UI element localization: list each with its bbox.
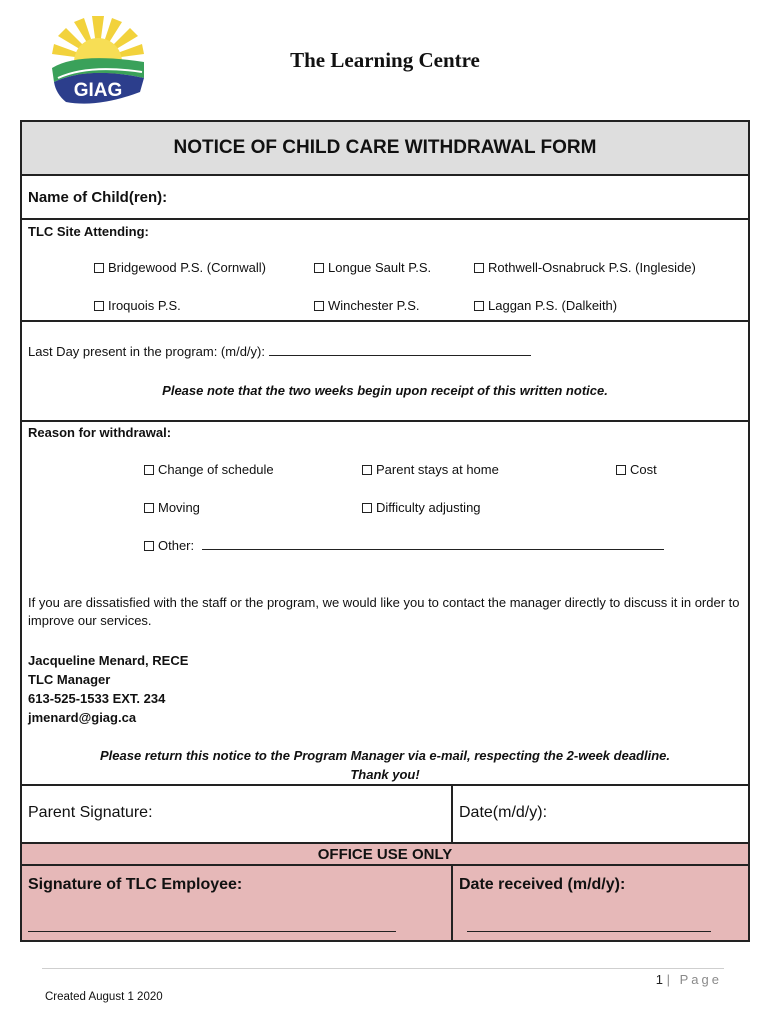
name-label: Name of Child(ren): — [28, 188, 168, 206]
reason-option-parent-home[interactable]: Parent stays at home — [362, 462, 499, 477]
contact-role: TLC Manager — [28, 672, 111, 687]
last-day-field[interactable] — [28, 344, 531, 359]
parent-signature-field[interactable] — [22, 786, 453, 842]
reason-option-cost[interactable]: Cost — [616, 462, 657, 477]
manager-contact — [28, 651, 188, 727]
checkbox-icon[interactable] — [94, 263, 104, 273]
site-section — [22, 218, 748, 320]
return-note — [22, 746, 748, 784]
parent-signature-label: Parent Signature: — [28, 804, 153, 821]
withdrawal-form — [20, 120, 750, 942]
page-number — [656, 972, 722, 987]
date-received-line[interactable] — [467, 931, 711, 932]
page-number-value: 1 — [655, 972, 664, 987]
employee-signature-field[interactable] — [22, 866, 453, 940]
office-use-band: OFFICE USE ONLY — [22, 842, 748, 864]
employee-signature-line[interactable] — [28, 931, 396, 932]
last-day-section — [22, 320, 748, 420]
contact-email[interactable]: jmenard@giag.ca — [28, 710, 137, 725]
dissatisfied-text: If you are dissatisfied with the staff or the program, we would like you to contact the manager directly to discuss it in order to improve our services. — [28, 595, 740, 628]
return-note-text: Please return this notice to the Program Manager via e-mail, respecting the 2-week deadline. — [99, 748, 670, 763]
site-option-laggan[interactable]: Laggan P.S. (Dalkeith) — [474, 298, 617, 313]
checkbox-icon[interactable] — [362, 465, 372, 475]
reason-option-difficulty[interactable]: Difficulty adjusting — [362, 500, 481, 515]
checkbox-icon[interactable] — [94, 301, 104, 311]
logo-text: GIAG — [73, 80, 123, 101]
date-received-field[interactable] — [453, 866, 748, 940]
reason-option-other[interactable]: Other: — [144, 538, 664, 553]
date-field[interactable] — [453, 786, 748, 842]
checkbox-icon[interactable] — [144, 465, 154, 475]
last-day-label: Last Day present in the program: (m/d/y): — [28, 344, 265, 359]
checkbox-icon[interactable] — [616, 465, 626, 475]
page-title: The Learning Centre — [290, 48, 480, 72]
reason-label: Reason for withdrawal: — [28, 425, 172, 440]
site-option-longue-sault[interactable]: Longue Sault P.S. — [314, 260, 431, 275]
date-received-label: Date received (m/d/y): — [459, 876, 626, 893]
reason-option-moving[interactable]: Moving — [144, 500, 200, 515]
site-option-winchester[interactable]: Winchester P.S. — [314, 298, 420, 313]
checkbox-icon[interactable] — [144, 541, 154, 551]
checkbox-icon[interactable] — [144, 503, 154, 513]
reason-option-change-schedule[interactable]: Change of schedule — [144, 462, 274, 477]
checkbox-icon[interactable] — [314, 263, 324, 273]
other-input-line[interactable] — [202, 549, 664, 550]
form-title: NOTICE OF CHILD CARE WITHDRAWAL FORM — [22, 122, 748, 174]
site-option-rothwell[interactable]: Rothwell-Osnabruck P.S. (Ingleside) — [474, 260, 696, 275]
site-option-bridgewood[interactable]: Bridgewood P.S. (Cornwall) — [94, 260, 266, 275]
employee-signature-label: Signature of TLC Employee: — [28, 876, 243, 893]
contact-name: Jacqueline Menard, RECE — [28, 653, 189, 668]
site-label: TLC Site Attending: — [28, 224, 149, 239]
checkbox-icon[interactable] — [474, 301, 484, 311]
footer-divider — [42, 968, 724, 969]
checkbox-icon[interactable] — [474, 263, 484, 273]
checkbox-icon[interactable] — [362, 503, 372, 513]
last-day-input-line[interactable] — [269, 355, 531, 356]
contact-phone: 613-525-1533 EXT. 234 — [28, 691, 166, 706]
thank-you-text: Thank you! — [350, 767, 420, 782]
name-field[interactable] — [22, 174, 748, 218]
checkbox-icon[interactable] — [314, 301, 324, 311]
office-use-row — [22, 864, 748, 940]
created-date: Created August 1 2020 — [45, 991, 163, 1003]
site-option-iroquois[interactable]: Iroquois P.S. — [94, 298, 181, 313]
two-weeks-note: Please note that the two weeks begin upon receipt of this written notice. — [162, 383, 608, 398]
parent-signature-row — [22, 784, 748, 842]
reason-section — [22, 420, 748, 784]
date-label: Date(m/d/y): — [459, 804, 548, 821]
page-word: | Page — [666, 972, 722, 987]
